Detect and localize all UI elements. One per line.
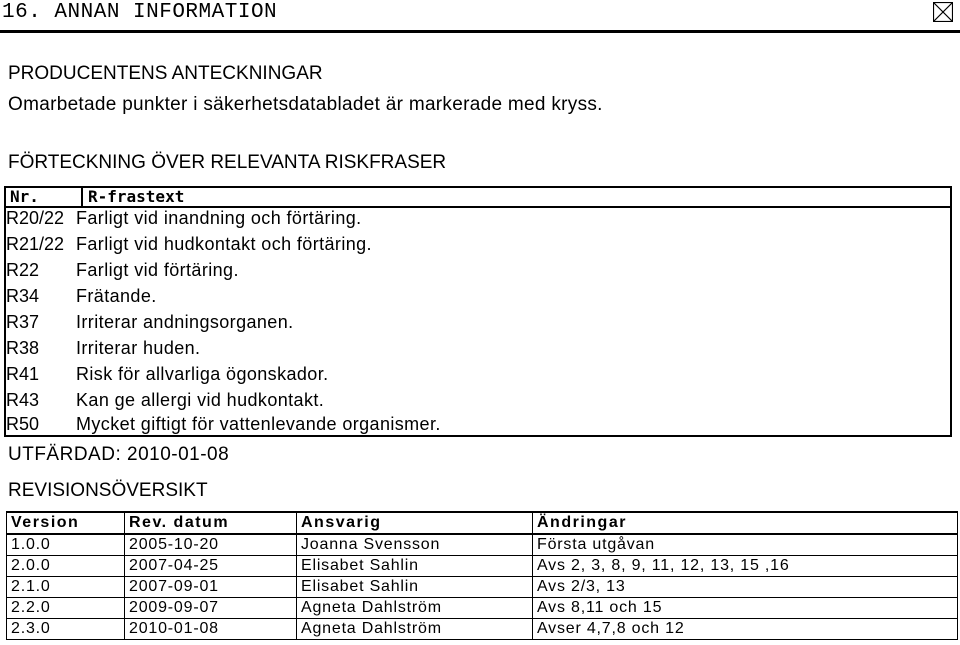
version-cell: 2.0.0 <box>7 556 125 577</box>
responsible-cell: Agneta Dahlström <box>297 598 533 619</box>
revision-row <box>7 598 958 619</box>
risk-code: R34 <box>6 286 40 306</box>
changes-cell: Avser 4,7,8 och 12 <box>533 619 958 640</box>
responsible-cell: Elisabet Sahlin <box>297 556 533 577</box>
notes-heading: PRODUCENTENS ANTECKNINGAR <box>8 63 323 84</box>
revision-heading: REVISIONSÖVERSIKT <box>8 480 208 501</box>
risk-phrases-heading: FÖRTECKNING ÖVER RELEVANTA RISKFRASER <box>8 152 447 173</box>
risk-text: Farligt vid förtäring. <box>76 260 239 280</box>
responsible-cell: Agneta Dahlström <box>297 619 533 640</box>
revision-row <box>7 534 958 556</box>
changes-cell: Första utgåvan <box>533 534 958 556</box>
risk-text: Risk för allvarliga ögonskador. <box>76 364 329 384</box>
risk-text: Irriterar huden. <box>76 338 201 358</box>
section-title: 16. ANNAN INFORMATION <box>2 1 278 24</box>
revision-table <box>6 511 958 640</box>
risk-text: Frätande. <box>76 286 157 306</box>
col-header-r-text: R-frastext <box>88 187 185 206</box>
notes-text: Omarbetade punkter i säkerhetsdatabladet är markerade med kryss. <box>8 94 603 115</box>
date-cell: 2007-04-25 <box>125 556 297 577</box>
risk-text: Mycket giftigt för vattenlevande organismer. <box>76 414 441 434</box>
risk-text: Farligt vid inandning och förtäring. <box>76 208 362 228</box>
revision-row <box>7 619 958 640</box>
date-cell: 2005-10-20 <box>125 534 297 556</box>
col-header-nr: Nr. <box>10 187 39 206</box>
risk-phrases-table <box>4 186 952 437</box>
risk-code: R21/22 <box>6 234 65 254</box>
date-cell: 2010-01-08 <box>125 619 297 640</box>
issued-date: UTFÄRDAD: 2010-01-08 <box>8 444 230 465</box>
risk-code: R43 <box>6 390 40 410</box>
risk-code: R20/22 <box>6 208 65 228</box>
version-cell: 2.2.0 <box>7 598 125 619</box>
revision-header-row <box>7 512 958 534</box>
responsible-cell: Elisabet Sahlin <box>297 577 533 598</box>
risk-text: Farligt vid hudkontakt och förtäring. <box>76 234 372 254</box>
col-header-responsible: Ansvarig <box>297 512 533 534</box>
risk-text: Kan ge allergi vid hudkontakt. <box>76 390 325 410</box>
changes-cell: Avs 2, 3, 8, 9, 11, 12, 13, 15 ,16 <box>533 556 958 577</box>
risk-code: R41 <box>6 364 40 384</box>
risk-code: R22 <box>6 260 40 280</box>
changes-cell: Avs 2/3, 13 <box>533 577 958 598</box>
header-separator <box>81 188 83 206</box>
revision-marker-checkbox-icon <box>933 2 953 22</box>
changes-cell: Avs 8,11 och 15 <box>533 598 958 619</box>
header-divider <box>0 30 960 33</box>
risk-code: R38 <box>6 338 40 358</box>
col-header-rev-date: Rev. datum <box>125 512 297 534</box>
risk-code: R37 <box>6 312 40 332</box>
version-cell: 1.0.0 <box>7 534 125 556</box>
revision-row <box>7 577 958 598</box>
risk-code: R50 <box>6 414 40 434</box>
section-header <box>0 0 960 32</box>
risk-phrases-header-row <box>6 188 950 208</box>
date-cell: 2009-09-07 <box>125 598 297 619</box>
col-header-changes: Ändringar <box>533 512 958 534</box>
revision-row <box>7 556 958 577</box>
version-cell: 2.1.0 <box>7 577 125 598</box>
risk-text: Irriterar andningsorganen. <box>76 312 294 332</box>
date-cell: 2007-09-01 <box>125 577 297 598</box>
col-header-version: Version <box>7 512 125 534</box>
responsible-cell: Joanna Svensson <box>297 534 533 556</box>
version-cell: 2.3.0 <box>7 619 125 640</box>
